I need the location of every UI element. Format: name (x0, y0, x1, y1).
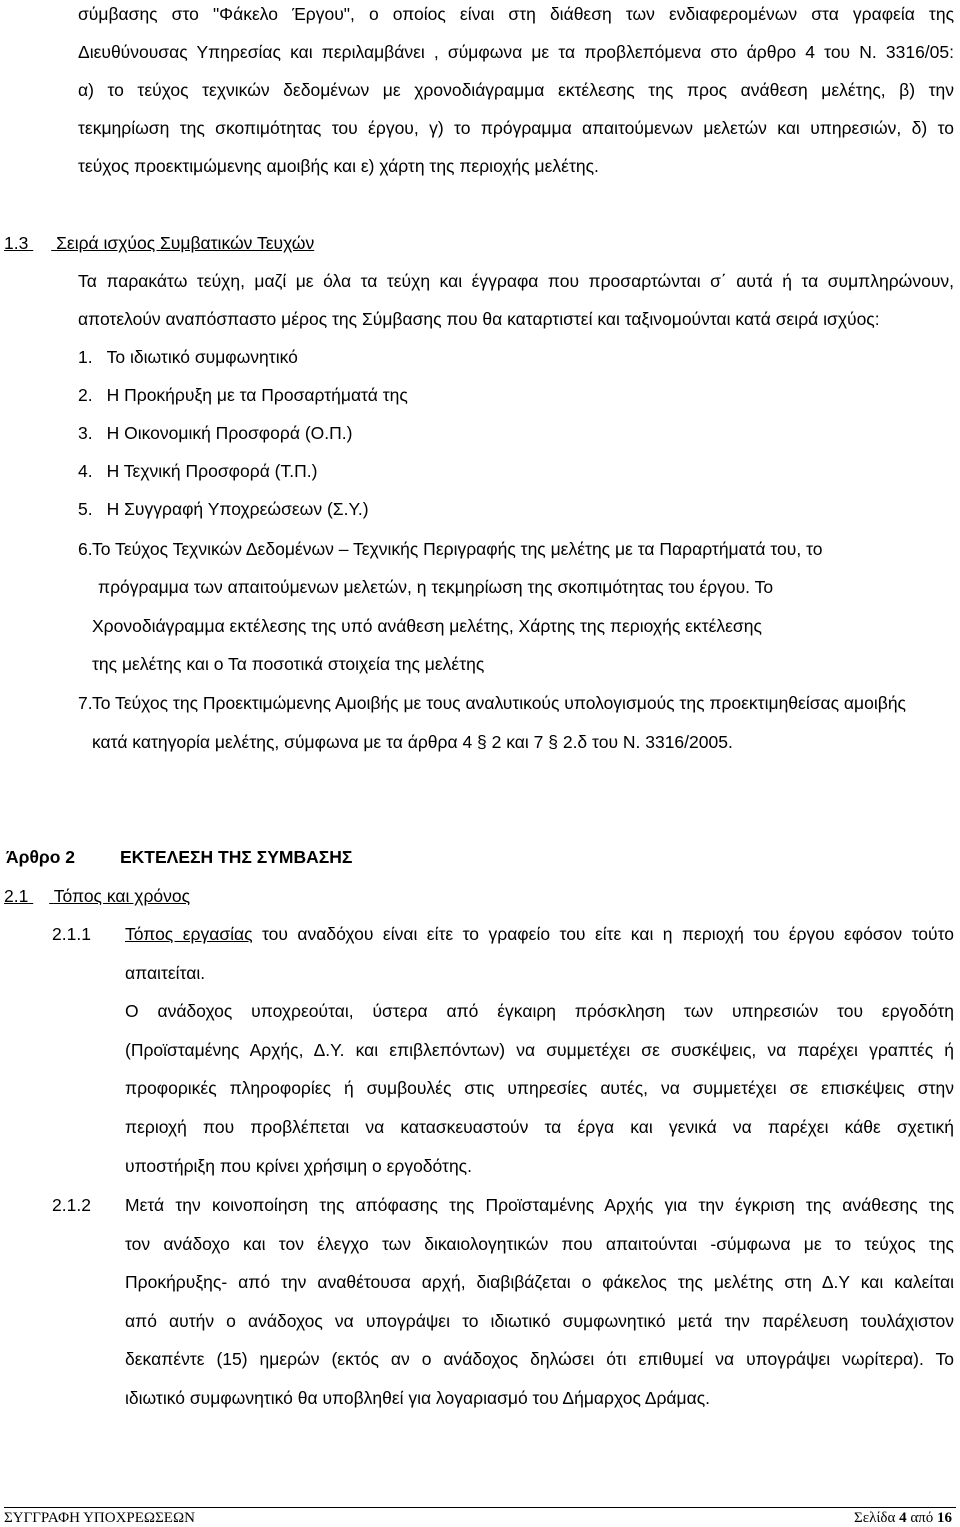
list-item (78, 422, 352, 444)
article-2-title: ΕΚΤΕΛΕΣΗ ΤΗΣ ΣΥΜΒΑΣΗΣ (120, 847, 353, 867)
sub-2-1-1-line-4: (Προϊσταμένης Αρχής, Δ.Υ. και επιβλεπόντων) να συμμετέχει σε συσκέψεις, να παρέχει γραπτές ή (125, 1040, 954, 1060)
footer-divider (4, 1507, 956, 1508)
section-1-3-intro-line-2: αποτελούν αναπόσπαστο μέρος της Σύμβασης που θα καταρτιστεί και ταξινομούνται κατά σειρά ισχύος: (78, 309, 880, 329)
list-item (78, 498, 369, 520)
list-item-7-number: 7. (78, 693, 93, 713)
list-item (78, 346, 298, 368)
sub-2-1-2-number: 2.1.2 (52, 1195, 91, 1215)
sub-2-1-1-first-rest: του αναδόχου είναι είτε το γραφείο του είτε και η περιοχή του έργου εφόσον τούτο (252, 924, 954, 944)
list-item-number: 3. (78, 423, 93, 443)
list-item-text: Η Προκήρυξη με τα Προσαρτήματά της (106, 385, 408, 405)
list-item-text: Η Τεχνική Προσφορά (Τ.Π.) (106, 461, 318, 481)
section-1-3-title: Σειρά ισχύος Συμβατικών Τευχών (56, 233, 315, 253)
list-item-number: 5. (78, 499, 93, 519)
list-item-number: 2. (78, 385, 93, 405)
footer-current-page: 4 (899, 1510, 907, 1526)
section-1-3-number: 1.3 (4, 233, 29, 253)
sub-2-1-2-line-3: Προκήρυξης- από την αναθέτουσα αρχή, διαβιβάζεται ο φάκελος της μελέτης στη Δ.Υ και καλείται (125, 1272, 954, 1292)
sub-2-1-1-line-7: υποστήριξη που κρίνει χρήσιμη ο εργοδότης. (125, 1156, 472, 1176)
footer-page-middle: από (906, 1510, 937, 1526)
list-item-text: Το ιδιωτικό συμφωνητικό (106, 347, 298, 367)
list-item-6-number: 6. (78, 539, 93, 559)
footer-page-number (854, 1509, 952, 1527)
sub-2-1-1-line-3: Ο ανάδοχος υποχρεούται, ύστερα από έγκαιρη πρόσκληση των υπηρεσιών του εργοδότη (125, 1001, 954, 1021)
list-item (78, 460, 317, 482)
footer-page-prefix: Σελίδα (854, 1510, 900, 1526)
intro-line-4: τεκμηρίωση της σκοπιμότητας του έργου, γ) το πρόγραμμα απαιτούμενων μελετών και υπηρεσιών, δ) το (78, 118, 954, 138)
sub-2-1-1-underlined: Τόπος εργασίας (125, 924, 253, 944)
sub-2-1-1-line-6: περιοχή που προβλέπεται να κατασκευαστούν τα έργα και γενικά να παρέχει κάθε σχετική (125, 1117, 954, 1137)
list-item-7-line-2: κατά κατηγορία μελέτης, σύμφωνα με τα άρθρα 4 § 2 και 7 § 2.δ του Ν. 3316/2005. (92, 732, 733, 752)
section-1-3-intro-line-1: Τα παρακάτω τεύχη, μαζί με όλα τα τεύχη και έγγραφα που προσαρτώνται σ΄ αυτά ή τα συμπληρώνουν, (78, 271, 954, 291)
list-item-6-line-4: της μελέτης και ο Τα ποσοτικά στοιχεία της μελέτης (92, 654, 485, 674)
sub-2-1-1-line-5: προφορικές πληροφορίες ή συμβουλές στις υπηρεσίες αυτές, να συμμετέχει σε επισκέψεις στην (125, 1078, 954, 1098)
footer-total-pages: 16 (937, 1510, 952, 1526)
list-item-number: 1. (78, 347, 93, 367)
list-item-6-line-2: πρόγραμμα των απαιτούμενων μελετών, η τεκμηρίωση της σκοπιμότητας του έργου. Το (98, 577, 774, 597)
list-item-6-line-3: Χρονοδιάγραμμα εκτέλεσης της υπό ανάθεση μελέτης, Χάρτης της περιοχής εκτέλεσης (92, 616, 762, 636)
intro-line-1: σύμβασης στο "Φάκελο Έργου", ο οποίος είναι στη διάθεση των ενδιαφερομένων στα γραφεία της (78, 4, 954, 24)
footer-document-title: ΣΥΓΓΡΑΦΗ ΥΠΟΧΡΕΩΣΕΩΝ (4, 1510, 195, 1526)
section-2-1-number: 2.1 (4, 886, 29, 906)
sub-2-1-1-line-1 (125, 923, 954, 945)
section-2-1-heading (4, 885, 200, 907)
sub-2-1-1-line-2: απαιτείται. (125, 963, 206, 983)
intro-line-3: α) το τεύχος τεχνικών δεδομένων με χρονοδιάγραμμα εκτέλεσης της προς ανάθεση μελέτης, β) την (78, 80, 954, 100)
sub-2-1-2-line-2: τον ανάδοχο και τον έλεγχο των δικαιολογητικών που απαιτούνται -σύμφωνα με το τεύχος της (125, 1234, 954, 1254)
list-item-6-line-1: Το Τεύχος Τεχνικών Δεδομένων – Τεχνικής Περιγραφής της μελέτης με τα Παραρτήματά του, το (92, 539, 823, 559)
intro-line-2: Διευθύνουσας Υπηρεσίας και περιλαμβάνει , σύμφωνα με τα προβλεπόμενα στο άρθρο 4 του Ν. 3316/05: (78, 42, 954, 62)
list-item-text: Η Συγγραφή Υποχρεώσεων (Σ.Υ.) (106, 499, 369, 519)
section-1-3-heading (4, 232, 328, 254)
article-2-label: Άρθρο 2 (6, 847, 76, 867)
list-item (78, 384, 408, 406)
list-item-text: Η Οικονομική Προσφορά (Ο.Π.) (106, 423, 353, 443)
sub-2-1-1-number: 2.1.1 (52, 924, 91, 944)
list-item-number: 4. (78, 461, 93, 481)
intro-line-5: τεύχος προεκτιμώμενης αμοιβής και ε) χάρτη της περιοχής μελέτης. (78, 156, 599, 176)
sub-2-1-2-line-5: δεκαπέντε (15) ημερών (εκτός αν ο ανάδοχος δηλώσει ότι επιθυμεί να υπογράψει νωρίτερα). Το (125, 1349, 954, 1369)
sub-2-1-2-line-1: Μετά την κοινοποίηση της απόφασης της Προϊσταμένης Αρχής για την έγκριση της ανάθεσης της (125, 1195, 954, 1215)
sub-2-1-2-line-6: ιδιωτικό συμφωνητικό θα υποβληθεί για λογαριασμό του Δήμαρχος Δράμας. (125, 1388, 711, 1408)
list-item-7-line-1: Το Τεύχος της Προεκτιμώμενης Αμοιβής με τους αναλυτικούς υπολογισμούς της προεκτιμηθείσας αμοιβής (92, 693, 906, 713)
sub-2-1-2-line-4: από αυτήν ο ανάδοχος να υπογράψει το ιδιωτικό συμφωνητικό μετά την παρέλευση τουλάχιστον (125, 1311, 954, 1331)
section-2-1-title: Τόπος και χρόνος (53, 886, 191, 906)
